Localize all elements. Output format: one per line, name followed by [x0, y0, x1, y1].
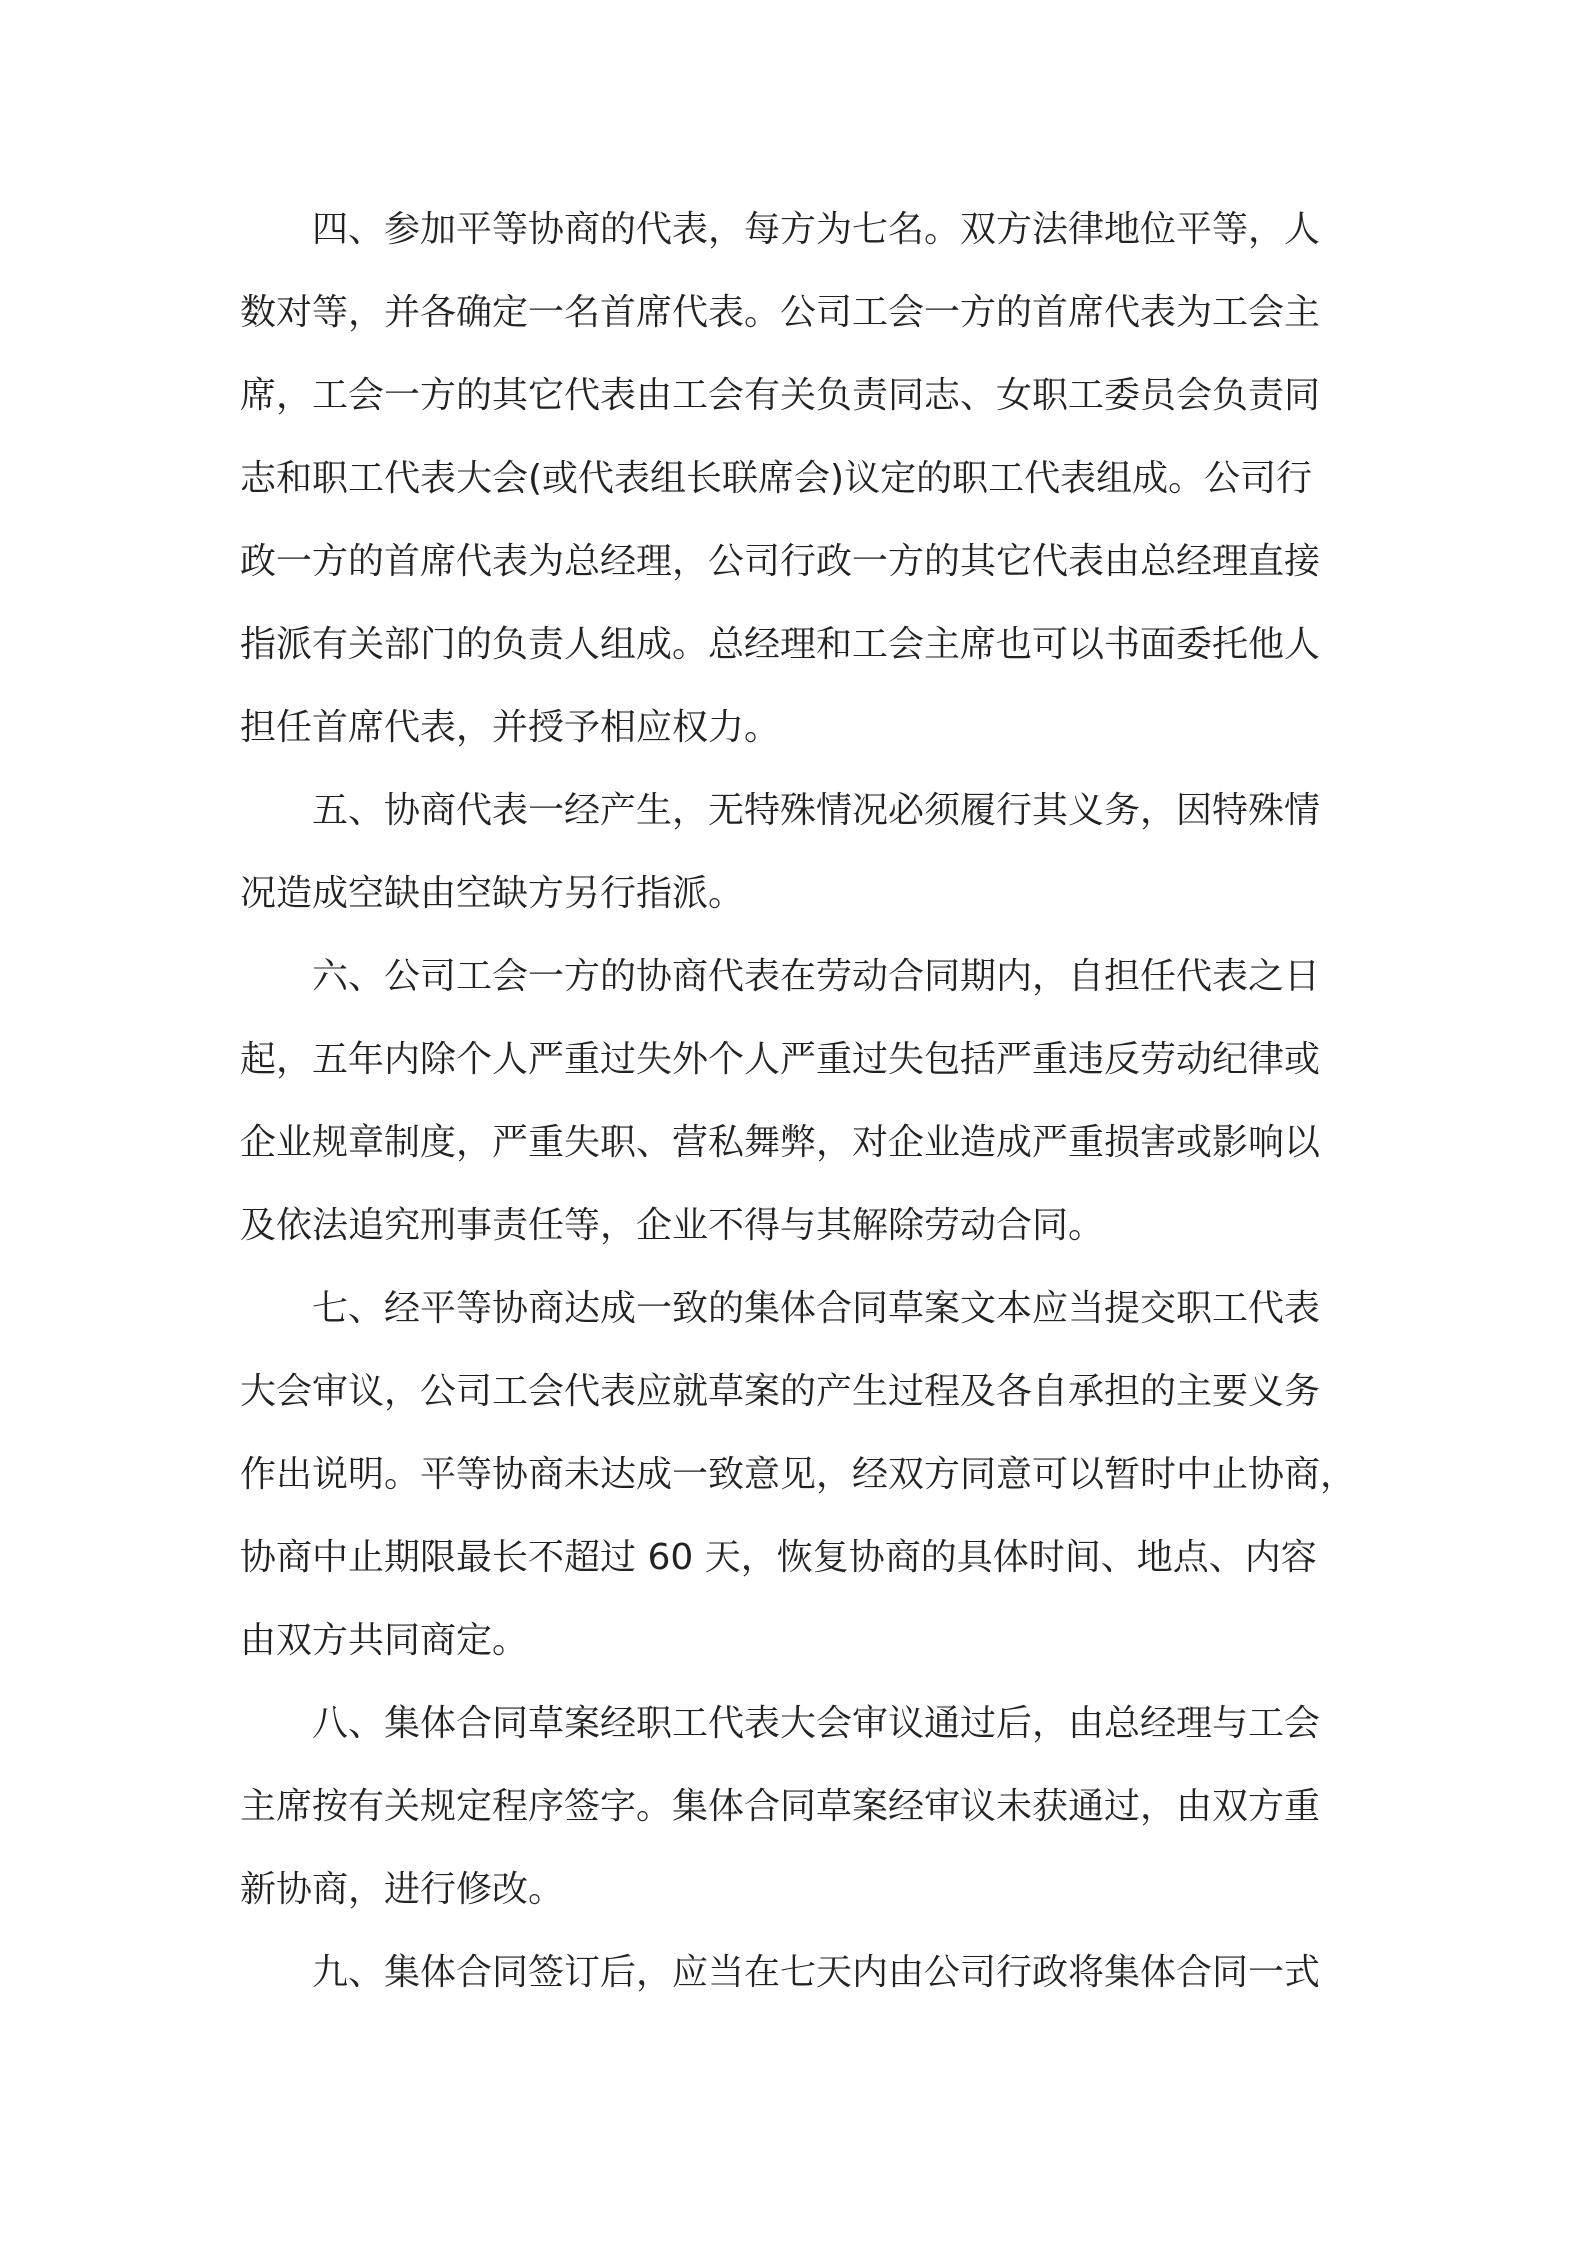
paragraph-8: [240, 1682, 1356, 1931]
text-line: 作出说明。平等协商未达成一致意见，经双方同意可以暂时中止协商，: [240, 1454, 1357, 1495]
document-body: [240, 188, 1356, 2014]
text-line: 政一方的首席代表为总经理，公司行政一方的其它代表由总经理直接: [240, 541, 1321, 582]
text-line: 席，工会一方的其它代表由工会有关负责同志、女职工委员会负责同: [240, 375, 1321, 416]
text-line: 及依法追究刑事责任等，企业不得与其解除劳动合同。: [240, 1205, 1105, 1246]
text-line: 新协商，进行修改。: [240, 1869, 565, 1910]
text-line: 企业规章制度，严重失职、营私舞弊，对企业造成严重损害或影响以: [240, 1122, 1321, 1163]
text-line: 主席按有关规定程序签字。集体合同草案经审议未获通过，由双方重: [240, 1786, 1321, 1827]
paragraph-5: [240, 769, 1356, 935]
text-line: 四、参加平等协商的代表，每方为七名。双方法律地位平等，人: [312, 209, 1321, 250]
paragraph-7: [240, 1267, 1356, 1682]
text-line: 由双方共同商定。: [240, 1620, 529, 1661]
text-line: 大会审议，公司工会代表应就草案的产生过程及各自承担的主要义务: [240, 1371, 1321, 1412]
text-line: 起，五年内除个人严重过失外个人严重过失包括严重违反劳动纪律或: [240, 1039, 1321, 1080]
text-line: 志和职工代表大会(或代表组长联席会)议定的职工代表组成。公司行: [240, 458, 1313, 499]
paragraph-4: [240, 188, 1356, 769]
text-line: 指派有关部门的负责人组成。总经理和工会主席也可以书面委托他人: [240, 624, 1321, 665]
text-line: 协商中止期限最长不超过 60 天，恢复协商的具体时间、地点、内容: [240, 1537, 1317, 1578]
text-line: 担任首席代表，并授予相应权力。: [240, 707, 781, 748]
text-line: 八、集体合同草案经职工代表大会审议通过后，由总经理与工会: [312, 1703, 1321, 1744]
text-line: 六、公司工会一方的协商代表在劳动合同期内，自担任代表之日: [312, 956, 1321, 997]
paragraph-9: [240, 1931, 1356, 2014]
text-line: 九、集体合同签订后，应当在七天内由公司行政将集体合同一式: [312, 1952, 1321, 1993]
text-line: 七、经平等协商达成一致的集体合同草案文本应当提交职工代表: [312, 1288, 1321, 1329]
text-line: 况造成空缺由空缺方另行指派。: [240, 873, 745, 914]
text-line: 数对等，并各确定一名首席代表。公司工会一方的首席代表为工会主: [240, 292, 1321, 333]
paragraph-6: [240, 935, 1356, 1267]
text-line: 五、协商代表一经产生，无特殊情况必须履行其义务，因特殊情: [312, 790, 1321, 831]
